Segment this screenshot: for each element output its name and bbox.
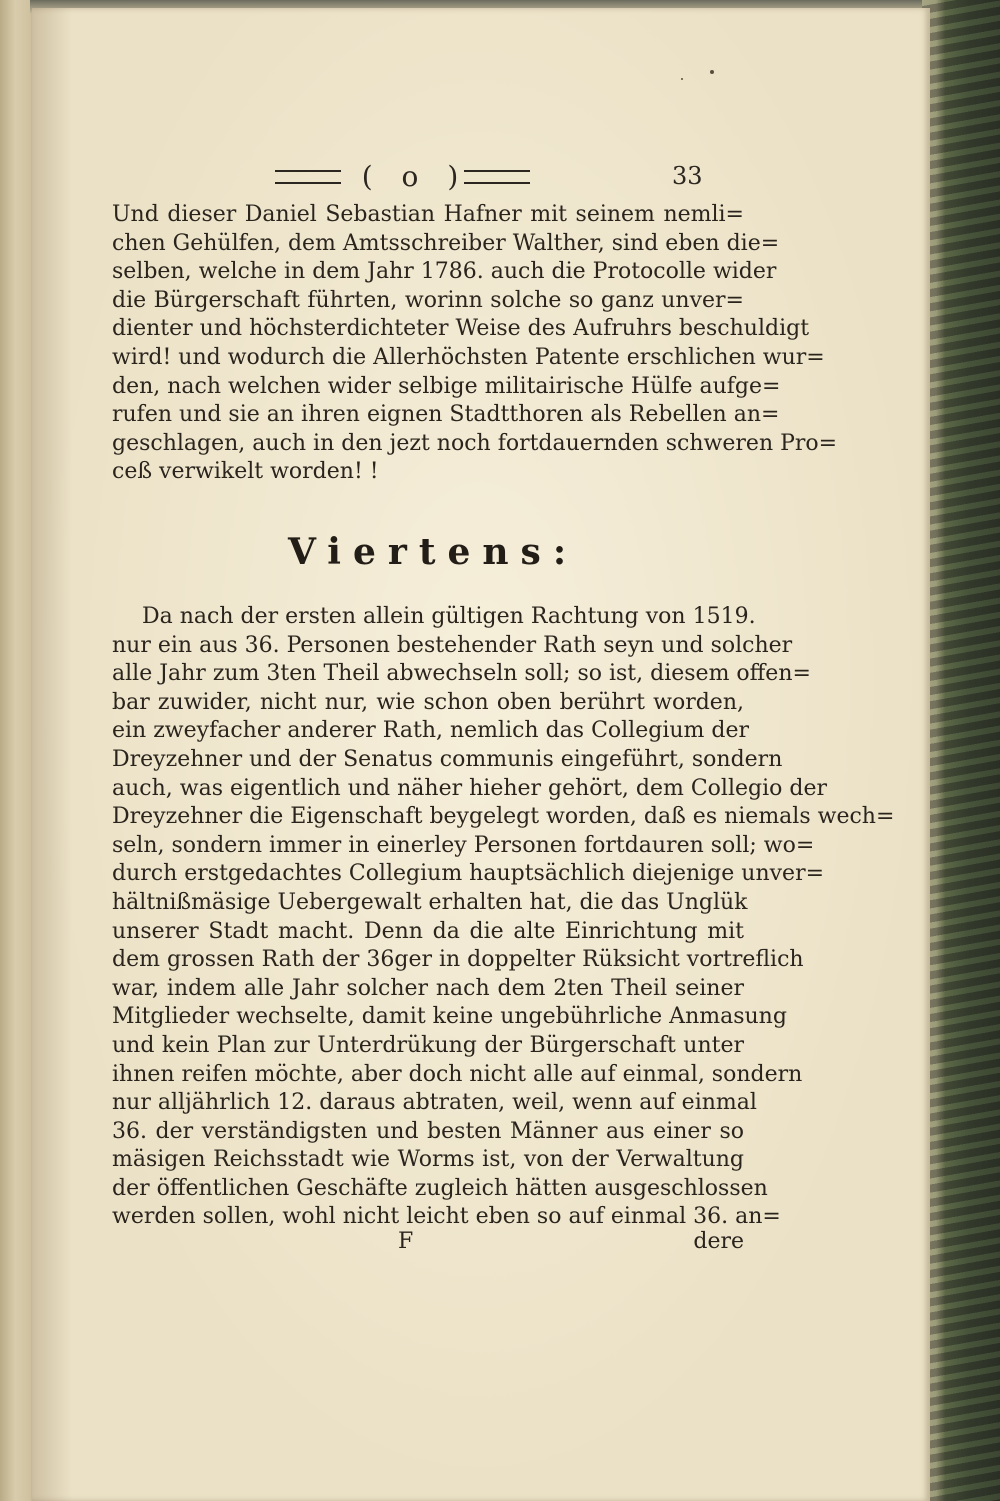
book-cover-edge: [922, 0, 1000, 1501]
text-line: mäsigen Reichsstadt wie Worms ist, von der Verwaltung: [112, 1147, 744, 1173]
text-line: und kein Plan zur Unterdrükung der Bürgerschaft unter: [112, 1032, 744, 1058]
text-line: unserer Stadt macht. Denn da die alte Einrichtung mit: [112, 918, 744, 944]
page-footer: [112, 1229, 744, 1259]
text-line: 36. der verständigsten und besten Männer aus einer so: [112, 1118, 744, 1144]
running-header: [32, 158, 930, 198]
text-line: durch erstgedachtes Collegium hauptsächlich diejenige unver=: [112, 861, 825, 887]
text-line: hältnißmäsige Uebergewalt erhalten hat, die das Unglük: [112, 889, 748, 915]
text-line: rufen und sie an ihren eignen Stadtthoren als Rebellen an=: [112, 402, 780, 428]
catchword: dere: [693, 1229, 744, 1254]
section-heading: Viertens:: [288, 531, 579, 573]
paragraph-1: [112, 201, 838, 487]
text-line: selben, welche in dem Jahr 1786. auch die Protocolle wider: [112, 259, 777, 285]
text-line: Dreyzehner die Eigenschaft beygelegt worden, daß es niemals wech=: [112, 804, 895, 830]
text-line: geschlagen, auch in den jezt noch fortdauernden schweren Pro=: [112, 430, 838, 456]
header-mark: ( o ): [361, 160, 469, 193]
header-rule-left: [275, 170, 341, 184]
text-line: nur alljährlich 12. daraus abtraten, weil, wenn auf einmal: [112, 1090, 757, 1116]
text-line: wird! und wodurch die Allerhöchsten Patente erschlichen wur=: [112, 344, 825, 370]
text-line: dem grossen Rath der 36ger in doppelter Rüksicht vortreflich: [112, 947, 804, 973]
text-line: alle Jahr zum 3ten Theil abwechseln soll; so ist, diesem offen=: [112, 661, 811, 687]
text-line: seln, sondern immer in einerley Personen fortdauren soll; wo=: [112, 832, 815, 858]
text-line: chen Gehülfen, dem Amtsschreiber Walther, sind eben die=: [112, 230, 780, 256]
text-line: ihnen reifen möchte, aber doch nicht alle auf einmal, sondern: [112, 1061, 803, 1087]
text-line: nur ein aus 36. Personen bestehender Rath seyn und solcher: [112, 632, 793, 658]
text-line: Da nach der ersten allein gültigen Rachtung von 1519.: [142, 604, 756, 629]
text-line: werden sollen, wohl nicht leicht eben so auf einmal 36. an=: [112, 1204, 781, 1230]
text-line: den, nach welchen wider selbige militairische Hülfe aufge=: [112, 373, 781, 399]
ink-speck: [681, 78, 683, 80]
page-number: 33: [672, 162, 703, 190]
text-line: ceß verwikelt worden! !: [112, 459, 379, 485]
text-line: dienter und höchsterdichteter Weise des Aufruhrs beschuldigt: [112, 316, 810, 342]
ink-speck: [710, 70, 714, 74]
text-line: bar zuwider, nicht nur, wie schon oben berührt worden,: [112, 689, 744, 715]
book-page: [32, 8, 930, 1501]
text-line: auch, was eigentlich und näher hieher gehört, dem Collegio der: [112, 775, 827, 801]
text-line: Mitglieder wechselte, damit keine ungebührliche Anmasung: [112, 1004, 787, 1030]
text-line: Und dieser Daniel Sebastian Hafner mit seinem nemli=: [112, 202, 744, 227]
page-body: [112, 201, 895, 1254]
paragraph-2: [112, 603, 895, 1232]
text-line: ein zweyfacher anderer Rath, nemlich das Collegium der: [112, 718, 750, 744]
text-line: die Bürgerschaft führten, worinn solche so ganz unver=: [112, 287, 744, 313]
header-rule-right: [464, 170, 530, 184]
text-line: Dreyzehner und der Senatus communis eingeführt, sondern: [112, 746, 783, 772]
text-line: der öffentlichen Geschäfte zugleich hätten ausgeschlossen: [112, 1175, 768, 1201]
text-line: war, indem alle Jahr solcher nach dem 2ten Theil seiner: [112, 975, 744, 1001]
signature-mark: F: [398, 1229, 414, 1254]
